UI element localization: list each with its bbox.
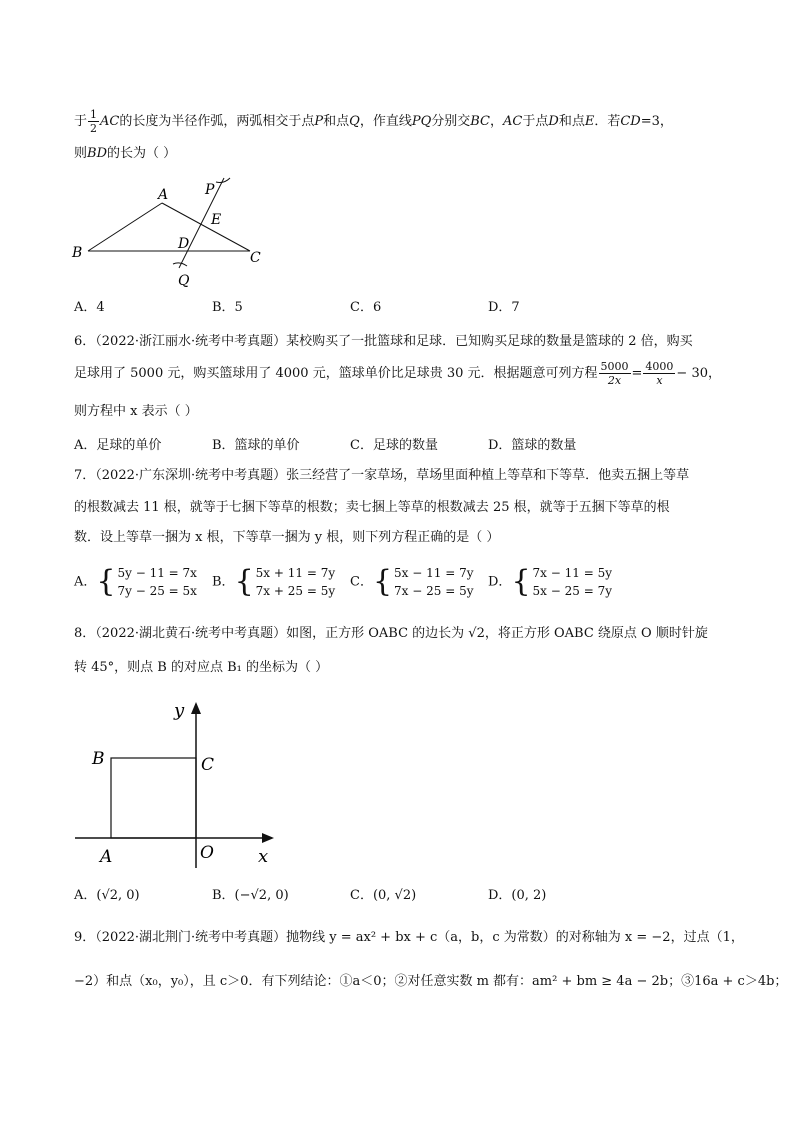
option-label: B． [212,574,235,590]
q7-option-b[interactable] [212,564,335,600]
frac1-num: 5000 [600,360,629,373]
pt-q: Q [349,114,360,129]
q5-text: 和点 [323,114,350,129]
q6-option-d[interactable]: D．篮球的数量 [488,438,577,453]
q5-text: 于 [74,114,88,129]
seg-cd: CD [620,114,641,129]
q5-text: 的长度为半径作弧，两弧相交于点 [119,114,315,129]
q8-option-a[interactable]: A．(√2, 0) [74,888,140,903]
equals: = [631,366,643,381]
q5-line2 [74,144,176,164]
q6-line2 [74,360,721,388]
label-q: Q [178,273,190,289]
side-ac [162,203,250,251]
system-eq1: 7x − 11 = 5y [532,566,612,580]
option-label: D． [488,574,512,590]
q7-line1: 7．（2022·广东深圳·统考中考真题）张三经营了一家草场，草场里面种植上等草和下等草．他卖五捆上等草 [74,468,690,483]
frac2-num: 4000 [645,360,674,373]
label-c: C [250,250,261,266]
q5-text: ，作直线 [359,114,412,129]
pt-d: D [548,114,559,129]
q6-option-b[interactable]: B．篮球的单价 [212,438,300,453]
system-eq1: 5x − 11 = 7y [394,566,474,580]
q5-text: 的长为（ ） [107,146,177,161]
q7-option-d[interactable] [488,564,612,600]
frac1-den: 2x [607,374,622,387]
seg-bd: BD [87,146,107,161]
system-eq2: 7x − 25 = 5y [394,584,474,598]
q5-text: 则 [74,146,88,161]
option-label: A． [74,574,97,590]
label-p: P [205,182,215,198]
label-a: A [100,847,113,867]
half-num: 1 [90,108,98,121]
label-b: B [72,245,83,261]
label-b: B [92,749,105,769]
fraction-4000-x [643,360,675,387]
q7-option-c[interactable] [350,564,474,600]
q5-text: =3， [640,114,673,129]
brace: { [96,564,116,599]
q8-line1: 8．（2022·湖北黄石·统考中考真题）如图，正方形 OABC 的边长为 √2，将正方形 OABC 绕原点 O 顺时针旋 [74,626,708,641]
system-eq2: 7x + 25 = 5y [255,584,336,598]
q8-option-d[interactable]: D．(0, 2) [488,888,547,903]
side-ab [88,203,162,251]
label-c: C [201,755,215,775]
label-a: A [158,187,169,203]
q5-text: 和点 [558,114,585,129]
q5-text: 于点 [522,114,549,129]
q6-line3: 则方程中 x 表示（ ） [74,404,198,419]
q7-option-a[interactable] [74,564,197,600]
system-eq1: 5x + 11 = 7y [255,566,336,580]
system-eq2: 5x − 25 = 7y [532,584,612,598]
fraction-5000-2x [599,360,631,387]
pt-p: P [314,114,324,129]
frac2-den: x [656,374,663,387]
square-oabc [111,758,196,838]
q5-option-c[interactable]: C．6 [350,300,382,315]
q7-line3: 数．设上等草一捆为 x 根，下等草一捆为 y 根，则下列方程正确的是（ ） [74,530,500,545]
q8-line2: 转 45°，则点 B 的对应点 B₁ 的坐标为（ ） [74,660,329,675]
brace: { [234,564,254,599]
q5-line1 [74,108,673,135]
q5-option-a[interactable]: A．4 [74,300,105,315]
seg-bc: BC [470,114,490,129]
q5-text: 分别交 [431,114,471,129]
seg-ac2: AC [503,114,523,129]
y-arrow [191,702,201,714]
system-eq2: 7y − 25 = 5x [117,584,197,598]
label-o: O [200,843,214,863]
q7-line2: 的根数减去 11 根，就等于七捆下等草的根数；卖七捆上等草的根数减去 25 根，就等于五捆下等草的根 [74,500,670,515]
pt-e: E [584,114,595,129]
q6-line1: 6．（2022·浙江丽水·统考中考真题）某校购买了一批篮球和足球．已知购买足球的数量是篮球的 2 倍，购买 [74,334,693,349]
brace: { [372,564,393,599]
option-label: C． [350,574,373,590]
q5-option-b[interactable]: B．5 [212,300,243,315]
q6-option-a[interactable]: A．足球的单价 [74,438,162,453]
q5-text: ， [490,114,504,129]
square-figure [60,690,290,880]
half-fraction [88,108,99,135]
q8-option-b[interactable]: B．(−√2, 0) [212,888,289,903]
q9-line2: −2）和点（x₀，y₀），且 c＞0．有下列结论：①a＜0；②对任意实数 m 都有：am² + bm ≥ 4a − 2b；③16a + c＞4b； [74,974,788,989]
label-x: x [258,846,269,867]
q5-option-d[interactable]: D．7 [488,300,520,315]
q6-option-c[interactable]: C．足球的数量 [350,438,438,453]
seg-ac: AC [100,114,120,129]
label-d: D [178,236,190,252]
half-den: 2 [90,122,98,135]
brace: { [511,564,531,599]
line-pq: PQ [411,114,432,129]
q8-option-c[interactable]: C．(0, √2) [350,888,417,903]
q6-text: 足球用了 5000 元，购买篮球用了 4000 元，篮球单价比足球贵 30 元．根据题意可列方程 [74,366,598,381]
system-eq1: 5y − 11 = 7x [117,566,197,580]
q5-text: ．若 [594,114,621,129]
q6-text: − 30， [676,366,721,381]
q9-line1: 9．（2022·湖北荆门·统考中考真题）抛物线 y = ax² + bx + c（a，b，c 为常数）的对称轴为 x = −2，过点（1， [74,930,744,945]
label-e: E [211,212,222,228]
triangle-figure [60,170,280,290]
x-arrow [262,833,274,843]
label-y: y [174,700,185,721]
